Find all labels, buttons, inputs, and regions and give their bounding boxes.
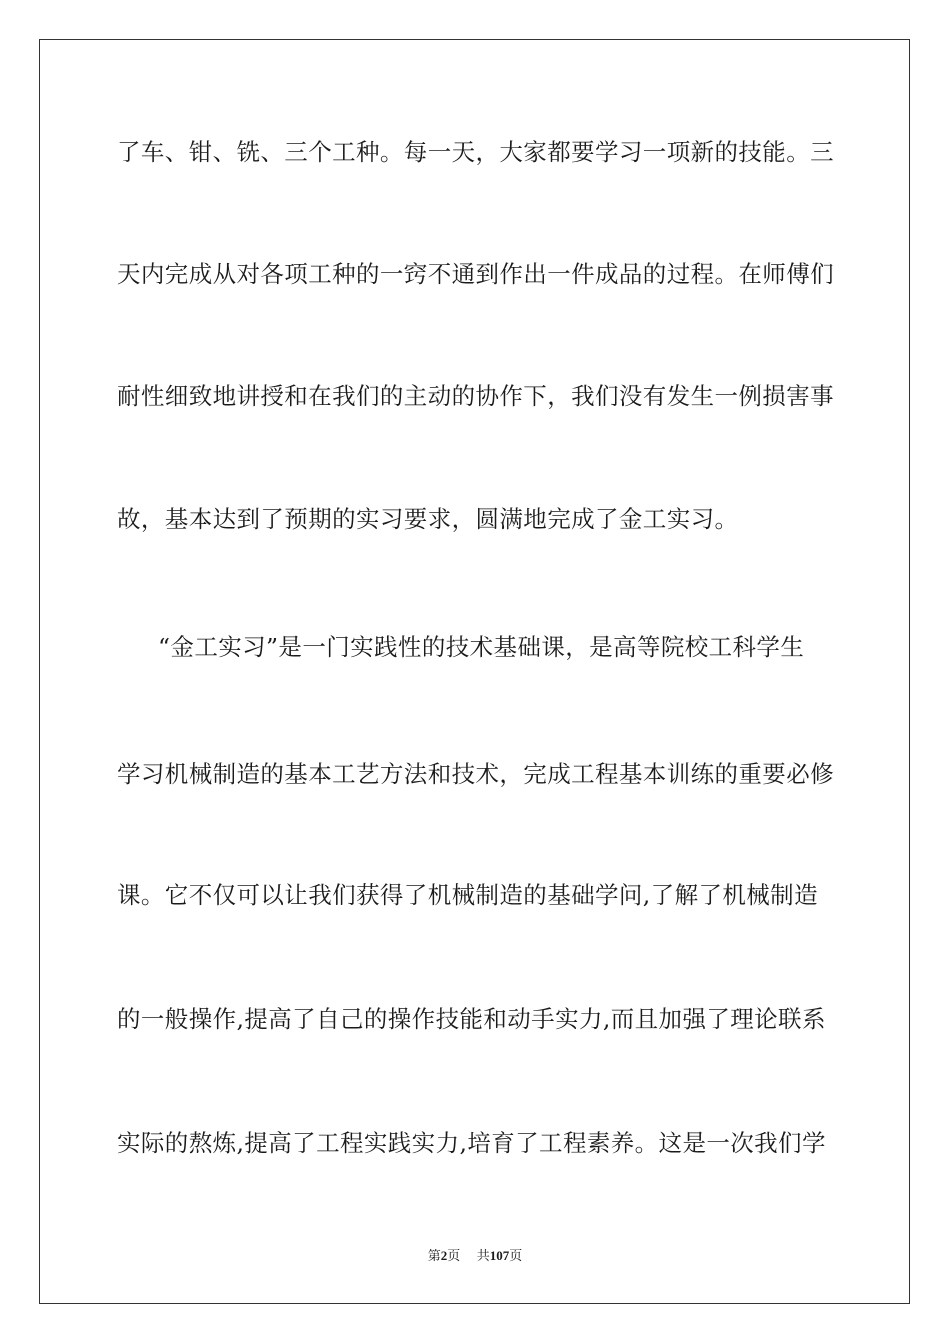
total-pages: 107 <box>489 1248 510 1263</box>
paragraph-line-3: 耐性细致地讲授和在我们的主动的协作下，我们没有发生一例损害事 <box>117 382 834 410</box>
page-footer <box>0 1248 950 1265</box>
paragraph-line-2: 天内完成从对各项工种的一窍不通到作出一件成品的过程。在师傅们 <box>117 260 834 288</box>
page-number: 2 <box>440 1248 448 1263</box>
paragraph-line-1: 了车、钳、铣、三个工种。每一天，大家都要学习一项新的技能。三 <box>117 138 834 166</box>
paragraph-line-9: 实际的熬炼,提高了工程实践实力,培育了工程素养。这是一次我们学 <box>117 1129 826 1157</box>
total-prefix: 共 <box>476 1249 490 1264</box>
total-suffix: 页 <box>509 1249 523 1264</box>
page-suffix: 页 <box>447 1249 461 1264</box>
paragraph-line-7: 课。它不仅可以让我们获得了机械制造的基础学问,了解了机械制造 <box>117 881 818 909</box>
paragraph-line-8: 的一般操作,提高了自己的操作技能和动手实力,而且加强了理论联系 <box>117 1005 826 1033</box>
paragraph-line-5: “金工实习”是一门实践性的技术基础课，是高等院校工科学生 <box>158 633 805 661</box>
paragraph-line-4: 故，基本达到了预期的实习要求，圆满地完成了金工实习。 <box>117 505 739 533</box>
paragraph-line-6: 学习机械制造的基本工艺方法和技术，完成工程基本训练的重要必修 <box>117 760 834 788</box>
page-prefix: 第 <box>427 1249 441 1264</box>
page-border <box>39 39 910 1304</box>
